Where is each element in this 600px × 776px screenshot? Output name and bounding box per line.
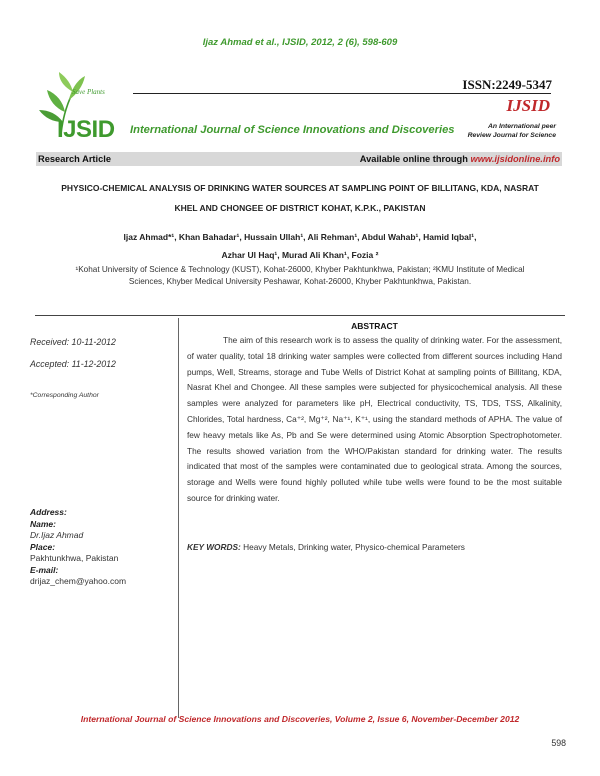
affiliation-line-1: ¹Kohat University of Science & Technology (KUST), Kohat-26000, Khyber Pakhtunkhwa, Pakistan; ²KMU Institute of Medical xyxy=(75,265,525,274)
keywords-label: KEY WORDS: xyxy=(187,542,241,552)
name-label: Name: xyxy=(30,518,56,529)
journal-short-name: IJSID xyxy=(506,96,550,115)
corresponding-note xyxy=(30,392,99,399)
email-label: E-mail: xyxy=(30,564,59,575)
authors-line-2: Azhar Ul Haq¹, Murad Ali Khan¹, Fozia ² xyxy=(221,250,379,260)
keywords xyxy=(187,542,567,552)
accepted-date xyxy=(30,359,116,369)
section-divider xyxy=(35,315,565,316)
abstract-body: The aim of this research work is to assess the quality of drinking water. For the assessment, of water quality, total 18 drinking water samples were collected from different sources including Hand pumps, Well, Streams, storage and Tube Wells of District Kohat at sampling points of Billitang, KDA, Nasrat Khel and Chongee. All these samples were subjected for physicochemical analysis. All these samples were analyzed for parameters like pH, Electrical conductivity, TS, TDS, TSS, Alkalinity, Chlorides, Total hardness, Ca⁺², Mg⁺², Na⁺¹, K⁺¹, using the standard methods of APHA. The value of few heavy metals like As, Pb and Se were determined using Atomic Absorption Spectrophotometer. The results showed variation from the WHO/Pakistan standard for drinking water. The results indicated that most of the samples were contaminated due to geological strata. Among the sources, storage and Wells were found highly polluted while tube wells were found to be the most suitable source for drinking water. xyxy=(187,335,562,503)
place-value: Pakhtunkhwa, Pakistan xyxy=(30,553,119,563)
corresponding-text: *Corresponding Author xyxy=(30,392,99,399)
name-value: Dr.Ijaz Ahmad xyxy=(30,530,84,540)
received-text: Received: 10-11-2012 xyxy=(30,337,116,347)
title-line-1: PHYSICO-CHEMICAL ANALYSIS OF DRINKING WATER SOURCES AT SAMPLING POINT OF BILLITANG, KDA, NASRAT xyxy=(61,183,539,193)
abstract-heading: ABSTRACT xyxy=(351,321,398,331)
footer-journal-line: International Journal of Science Innovations and Discoveries, Volume 2, Issue 6, November-December 2012 xyxy=(80,714,520,724)
address-label: Address: xyxy=(30,507,67,517)
accepted-text: Accepted: 11-12-2012 xyxy=(30,359,116,369)
article-title xyxy=(44,178,556,218)
place-label: Place: xyxy=(30,541,56,552)
column-divider xyxy=(178,318,179,718)
issn: ISSN:2249-5347 xyxy=(462,77,552,92)
affiliation-line-2: Sciences, Khyber Medical University Peshawar, Kohat-26000, Khyber Pakhtunkhwa, Pakistan. xyxy=(128,277,472,286)
email-value[interactable]: drijaz_chem@yahoo.com xyxy=(30,576,127,586)
authors xyxy=(70,228,530,264)
citation-line: Ijaz Ahmad et al., IJSID, 2012, 2 (6), 598-609 xyxy=(202,37,398,48)
logo-tagline: Save Plants xyxy=(72,88,105,96)
header-rule xyxy=(133,93,551,94)
correspondence-address xyxy=(30,507,175,588)
peer-review-line1: An International peer xyxy=(488,123,556,130)
journal-name: International Journal of Science Innovations and Discoveries xyxy=(130,124,455,136)
peer-review-note xyxy=(456,122,556,140)
logo-text: IJSID xyxy=(57,116,115,143)
availability-prefix: Available online through xyxy=(359,154,471,164)
received-date xyxy=(30,337,116,347)
authors-line-1: Ijaz Ahmad*¹, Khan Bahadar¹, Hussain Ullah¹, Ali Rehman¹, Abdul Wahab¹, Hamid Iqbal¹, xyxy=(123,232,477,242)
page-number: 598 xyxy=(551,738,566,748)
keywords-value: Heavy Metals, Drinking water, Physico-chemical Parameters xyxy=(240,542,465,552)
peer-review-line2: Review Journal for Science xyxy=(467,132,556,139)
website-link[interactable]: www.ijsidonline.info xyxy=(470,154,560,164)
title-line-2: KHEL AND CHONGEE OF DISTRICT KOHAT, K.P.K., PAKISTAN xyxy=(174,203,426,213)
article-type: Research Article xyxy=(38,154,112,164)
affiliations xyxy=(40,264,560,288)
availability xyxy=(360,154,560,164)
